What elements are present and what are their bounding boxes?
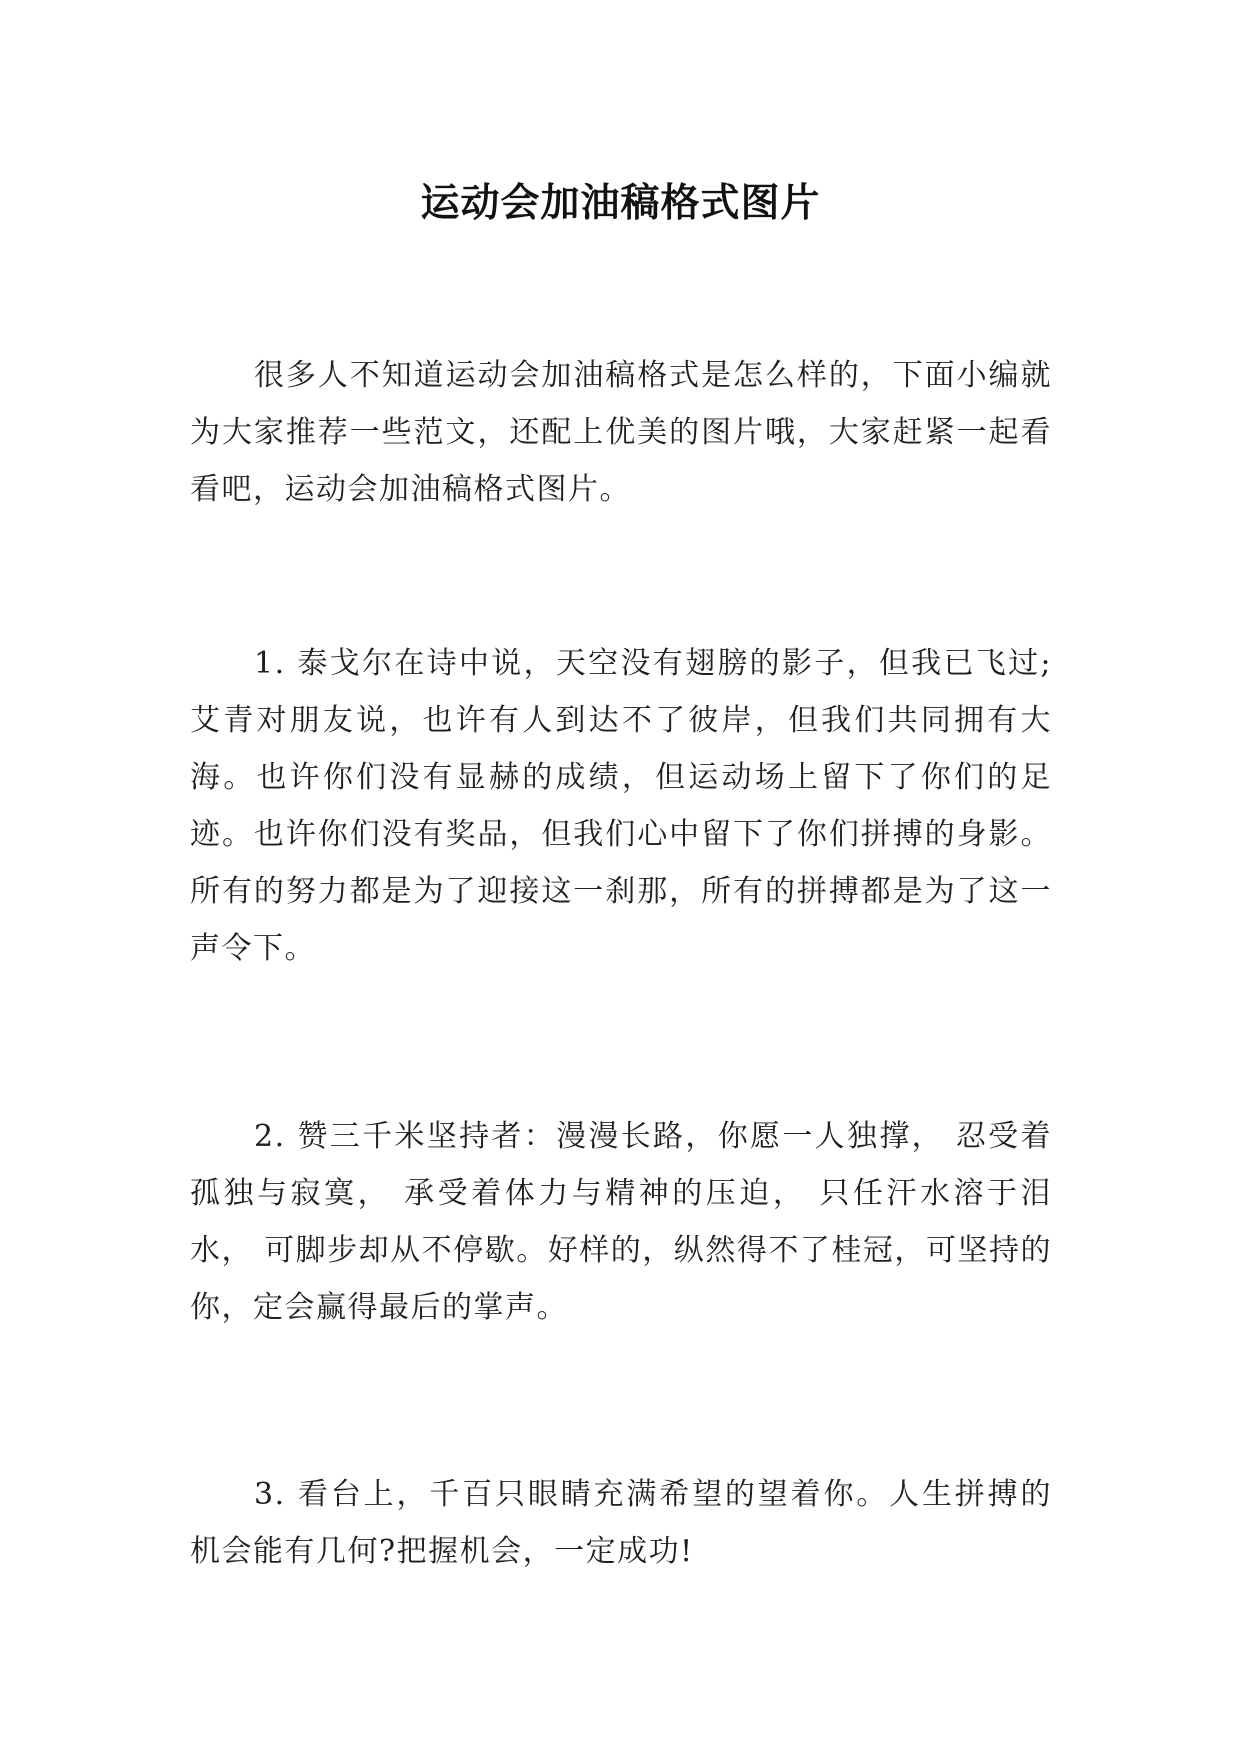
paragraph-item-3: 3. 看台上，千百只眼睛充满希望的望着你。人生拼搏的机会能有几何?把握机会，一定成功! <box>190 1477 1052 1569</box>
document-title: 运动会加油稿格式图片 <box>420 181 821 227</box>
intro-paragraph: 很多人不知道运动会加油稿格式是怎么样的，下面小编就为大家推荐一些范文，还配上优美的图片哦，大家赶紧一起看看吧，运动会加油稿格式图片。 <box>190 358 1052 507</box>
paragraph-item-2: 2. 赞三千米坚持者：漫漫长路，你愿一人独撑， 忍受着孤独与寂寞， 承受着体力与精神的压迫， 只任汗水溶于泪水， 可脚步却从不停歇。好样的，纵然得不了桂冠，可坚持的你，定会赢得最后的掌声。 <box>190 1119 1052 1325</box>
paragraph-item-1: 1. 泰戈尔在诗中说，天空没有翅膀的影子，但我已飞过;艾青对朋友说，也许有人到达不了彼岸，但我们共同拥有大海。也许你们没有显赫的成绩，但运动场上留下了你们的足迹。也许你们没有奖品，但我们心中留下了你们拼搏的身影。所有的努力都是为了迎接这一刹那，所有的拼搏都是为了这一声令下。 <box>190 646 1052 966</box>
